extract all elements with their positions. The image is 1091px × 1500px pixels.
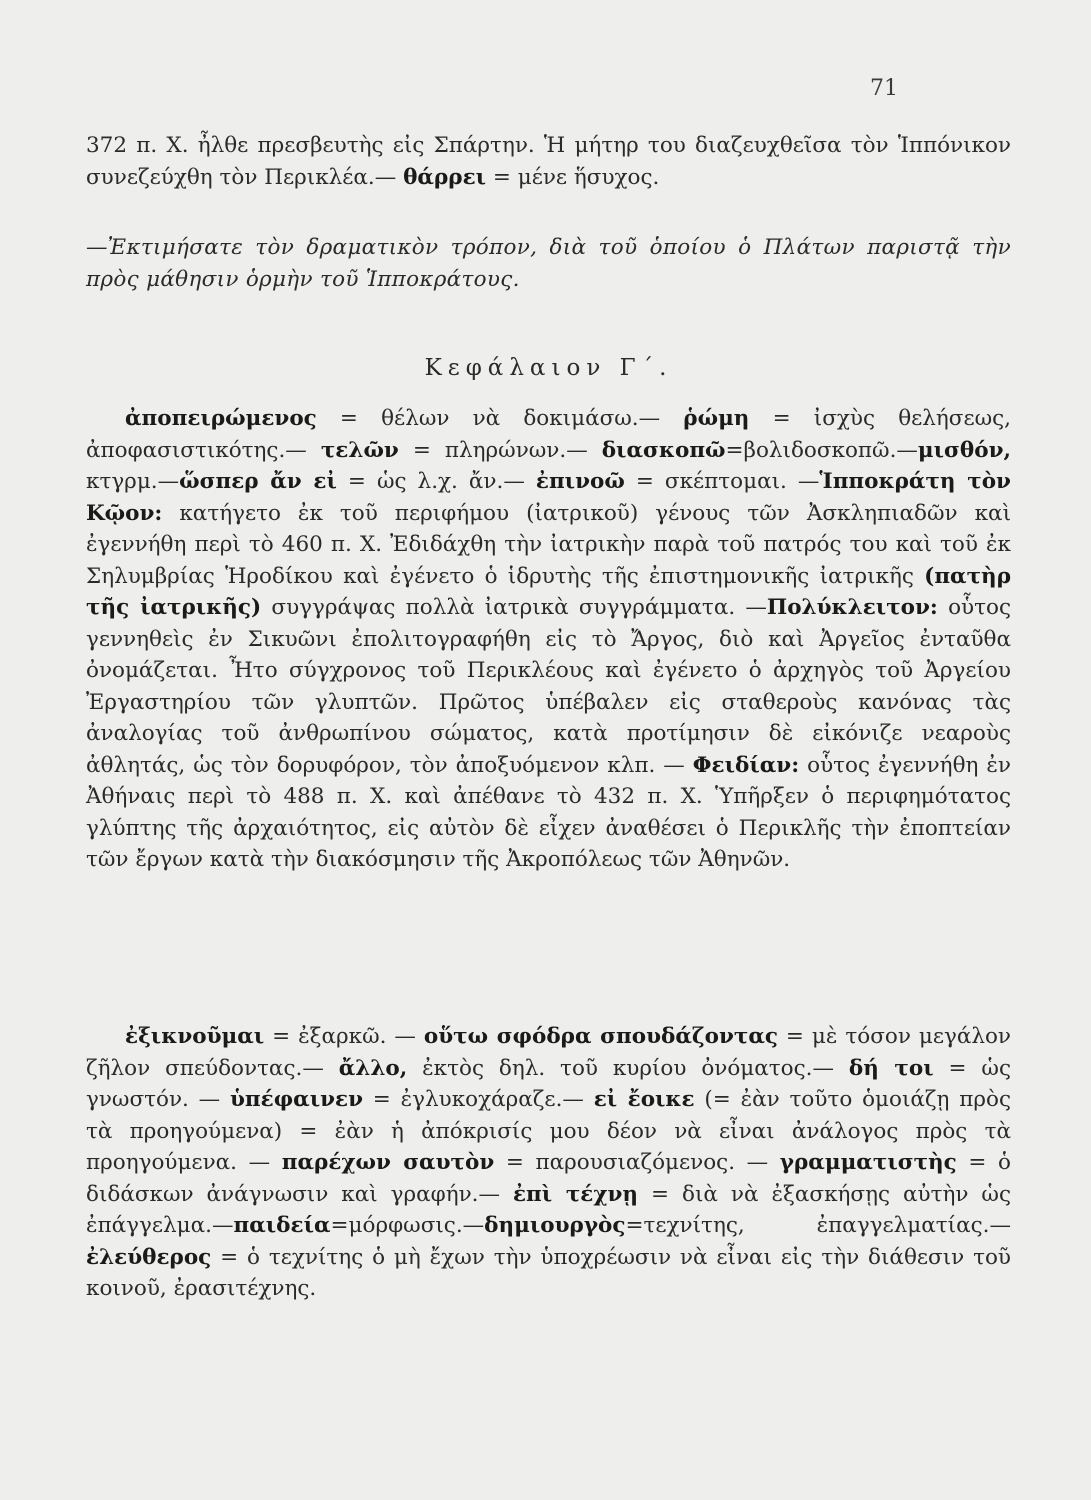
glossary-term: ἐπινοῶ [535, 469, 625, 494]
text-run: 372 π. Χ. ἦλθε πρεσβευτὴς εἰς Σπάρτην. Ἡ μήτηρ του διαζευχθεῖσα τὸν Ἱππόνικον συνεζεύχθη τὸν Περικλέα.— [86, 133, 1011, 190]
glossary-term: ἐλεύθερος [86, 1244, 212, 1270]
glossary-term: διασκοπῶ [601, 437, 726, 463]
text-run: = ὡς λ.χ. ἄν.— [336, 469, 536, 494]
glossary-term: γραμματιστὴς [779, 1150, 957, 1175]
text-run: =τεχνίτης, ἐπαγγελματίας.— [625, 1213, 1011, 1238]
glossary-term: ῥώμη [683, 406, 750, 431]
glossary-term: Φειδίαν: [692, 752, 800, 778]
text-run: κτγρμ.— [86, 469, 180, 494]
glossary-term: τελῶν [320, 437, 399, 463]
glossary-term: ἀποπειρώμενος [125, 406, 317, 431]
glossary-term: Πολύκλειτον: [766, 595, 938, 620]
text-run: = ἐγλυκοχάραζε.— [363, 1087, 594, 1112]
text-run: = θέλων νὰ δοκιμάσω.— [316, 406, 684, 431]
text-run: = διὰ νὰ ἐξασκήσῃς αὐτὴν ὡς ἐπάγγελμα.— [86, 1181, 1011, 1238]
glossary-term: δημιουργὸς [484, 1213, 626, 1238]
text-run: = ὁ διδάσκων ἀνάγνωσιν καὶ γραφήν.— [86, 1150, 1011, 1207]
glossary-term: ἐξικνοῦμαι [125, 1024, 265, 1049]
text-run: = μένε ἥσυχος. [486, 164, 660, 190]
glossary-term: παιδεία [233, 1213, 331, 1238]
glossary-term: παρέχων σαυτὸν [281, 1150, 495, 1175]
text-run: = παρουσιαζόμενος. — [494, 1150, 780, 1175]
chapter-heading: Κεφάλαιον Γ΄. [424, 355, 673, 381]
glossary-term: μισθόν, [917, 437, 1011, 463]
glossary-term: οὕτω σφόδρα σπουδάζοντας [423, 1024, 778, 1049]
text-run: συγγράψας πολλὰ ἰατρικὰ συγγράμματα. — [261, 595, 767, 620]
text-run: =βολιδοσκοπῶ.— [725, 437, 918, 463]
glossary-term: ὑπέφαινεν [229, 1087, 363, 1112]
text-run: = ἐξαρκῶ. — [264, 1024, 424, 1049]
text-run: = ὁ τεχνίτης ὁ μὴ ἔχων τὴν ὑποχρέωσιν νὰ εἶναι εἰς τὴν διάθεσιν τοῦ κοινοῦ, ἐρασιτέχνης. [86, 1244, 1011, 1301]
glossary-term: δή τοι [848, 1055, 934, 1081]
paragraph-glossary-2 [86, 1021, 1011, 1305]
text-run: = σκέπτομαι. — [624, 469, 820, 494]
paragraph-exercise [86, 232, 1011, 295]
paragraph-intro [86, 130, 1011, 193]
text-run: οὗτος γεννηθεὶς ἐν Σικυῶνι ἐπολιτογραφήθη εἰς τὸ Ἄργος, διὸ καὶ Ἀργεῖος ἐνταῦθα ὀνομάζεται. Ἦτο σύγχρονος τοῦ Περικλέους καὶ ἐγένετο ὁ ἀρχηγὸς τοῦ Ἀργείου Ἐργαστηρίου τῶν γλυπτῶν. Πρῶτος ὑπέβαλεν εἰς σταθεροὺς κανόνας τὰς ἀναλογίας τοῦ ἀνθρωπίνου σώματος, κατὰ προτίμησιν δὲ εἰκόνιζε νεαροὺς ἀθλητάς, ὡς τὸν δορυφόρον, τὸν ἀποξυόμενον κλπ. — [86, 595, 1011, 778]
text-run: = πληρώνων.— [398, 437, 602, 463]
glossary-term: θάρρει [403, 164, 487, 190]
glossary-term: ὥσπερ ἄν εἰ [179, 469, 337, 494]
glossary-term: Ἱπποκράτη τὸν Κῷον: [86, 469, 1011, 526]
paragraph-glossary-1 [86, 403, 1011, 876]
glossary-term: ἐπὶ τέχνῃ [512, 1181, 639, 1207]
text-run: οὗτος ἐγεννήθη ἐν Ἀθήναις περὶ τὸ 488 π. Χ. καὶ ἀπέθανε τὸ 432 π. Χ. Ὑπῆρξεν ὁ περιφημότατος γλύπτης τῆς ἀρχαιότητος, εἰς αὐτὸν δὲ εἶχεν ἀναθέσει ὁ Περικλῆς τὴν ἐποπτείαν τῶν ἔργων κατὰ τὴν διακόσμησιν τῆς Ἀκροπόλεως τῶν Ἀθηνῶν. [86, 752, 1011, 872]
glossary-term: εἰ ἔοικε [593, 1087, 695, 1112]
text-run: (= ἐὰν τοῦτο ὁμοιάζῃ πρὸς τὰ προηγούμενα) = ἐὰν ἡ ἀπόκρισίς μου δέον νὰ εἶναι ἀνάλογος πρὸς τὰ προηγούμενα. — [86, 1087, 1011, 1175]
text-run: —Ἐκτιμήσατε τὸν δραματικὸν τρόπον, διὰ τοῦ ὁποίου ὁ Πλάτων παριστᾷ τὴν πρὸς μάθησιν ὁρμὴν τοῦ Ἱπποκράτους. [86, 235, 1011, 292]
text-run: = ἰσχὺς θελήσεως, ἀποφασιστικότης.— [86, 406, 1012, 463]
text-run: κατήγετο ἐκ τοῦ περιφήμου (ἰατρικοῦ) γένους τῶν Ἀσκληπιαδῶν καὶ ἐγεννήθη περὶ τὸ 460 π. Χ. Ἐδιδάχθη τὴν ἰατρικὴν παρὰ τοῦ πατρός του καὶ τοῦ ἐκ Σηλυμβρίας Ἡροδίκου καὶ ἐγένετο ὁ ἱδρυτὴς τῆς ἐπιστημονικῆς ἰατρικῆς [86, 500, 1011, 589]
glossary-term: (πατὴρ τῆς ἰατρικῆς) [86, 563, 1011, 620]
page-number: 71 [870, 76, 898, 101]
text-run: = μὲ τόσον μεγάλον ζῆλον σπεύδοντας.— [86, 1024, 1011, 1081]
text-run: = ὡς γνωστόν. — [86, 1055, 1012, 1112]
text-run: =μόρφωσις.— [330, 1213, 485, 1238]
glossary-term: ἄλλο, [338, 1055, 408, 1081]
text-run: ἐκτὸς δηλ. τοῦ κυρίου ὀνόματος.— [407, 1055, 849, 1081]
